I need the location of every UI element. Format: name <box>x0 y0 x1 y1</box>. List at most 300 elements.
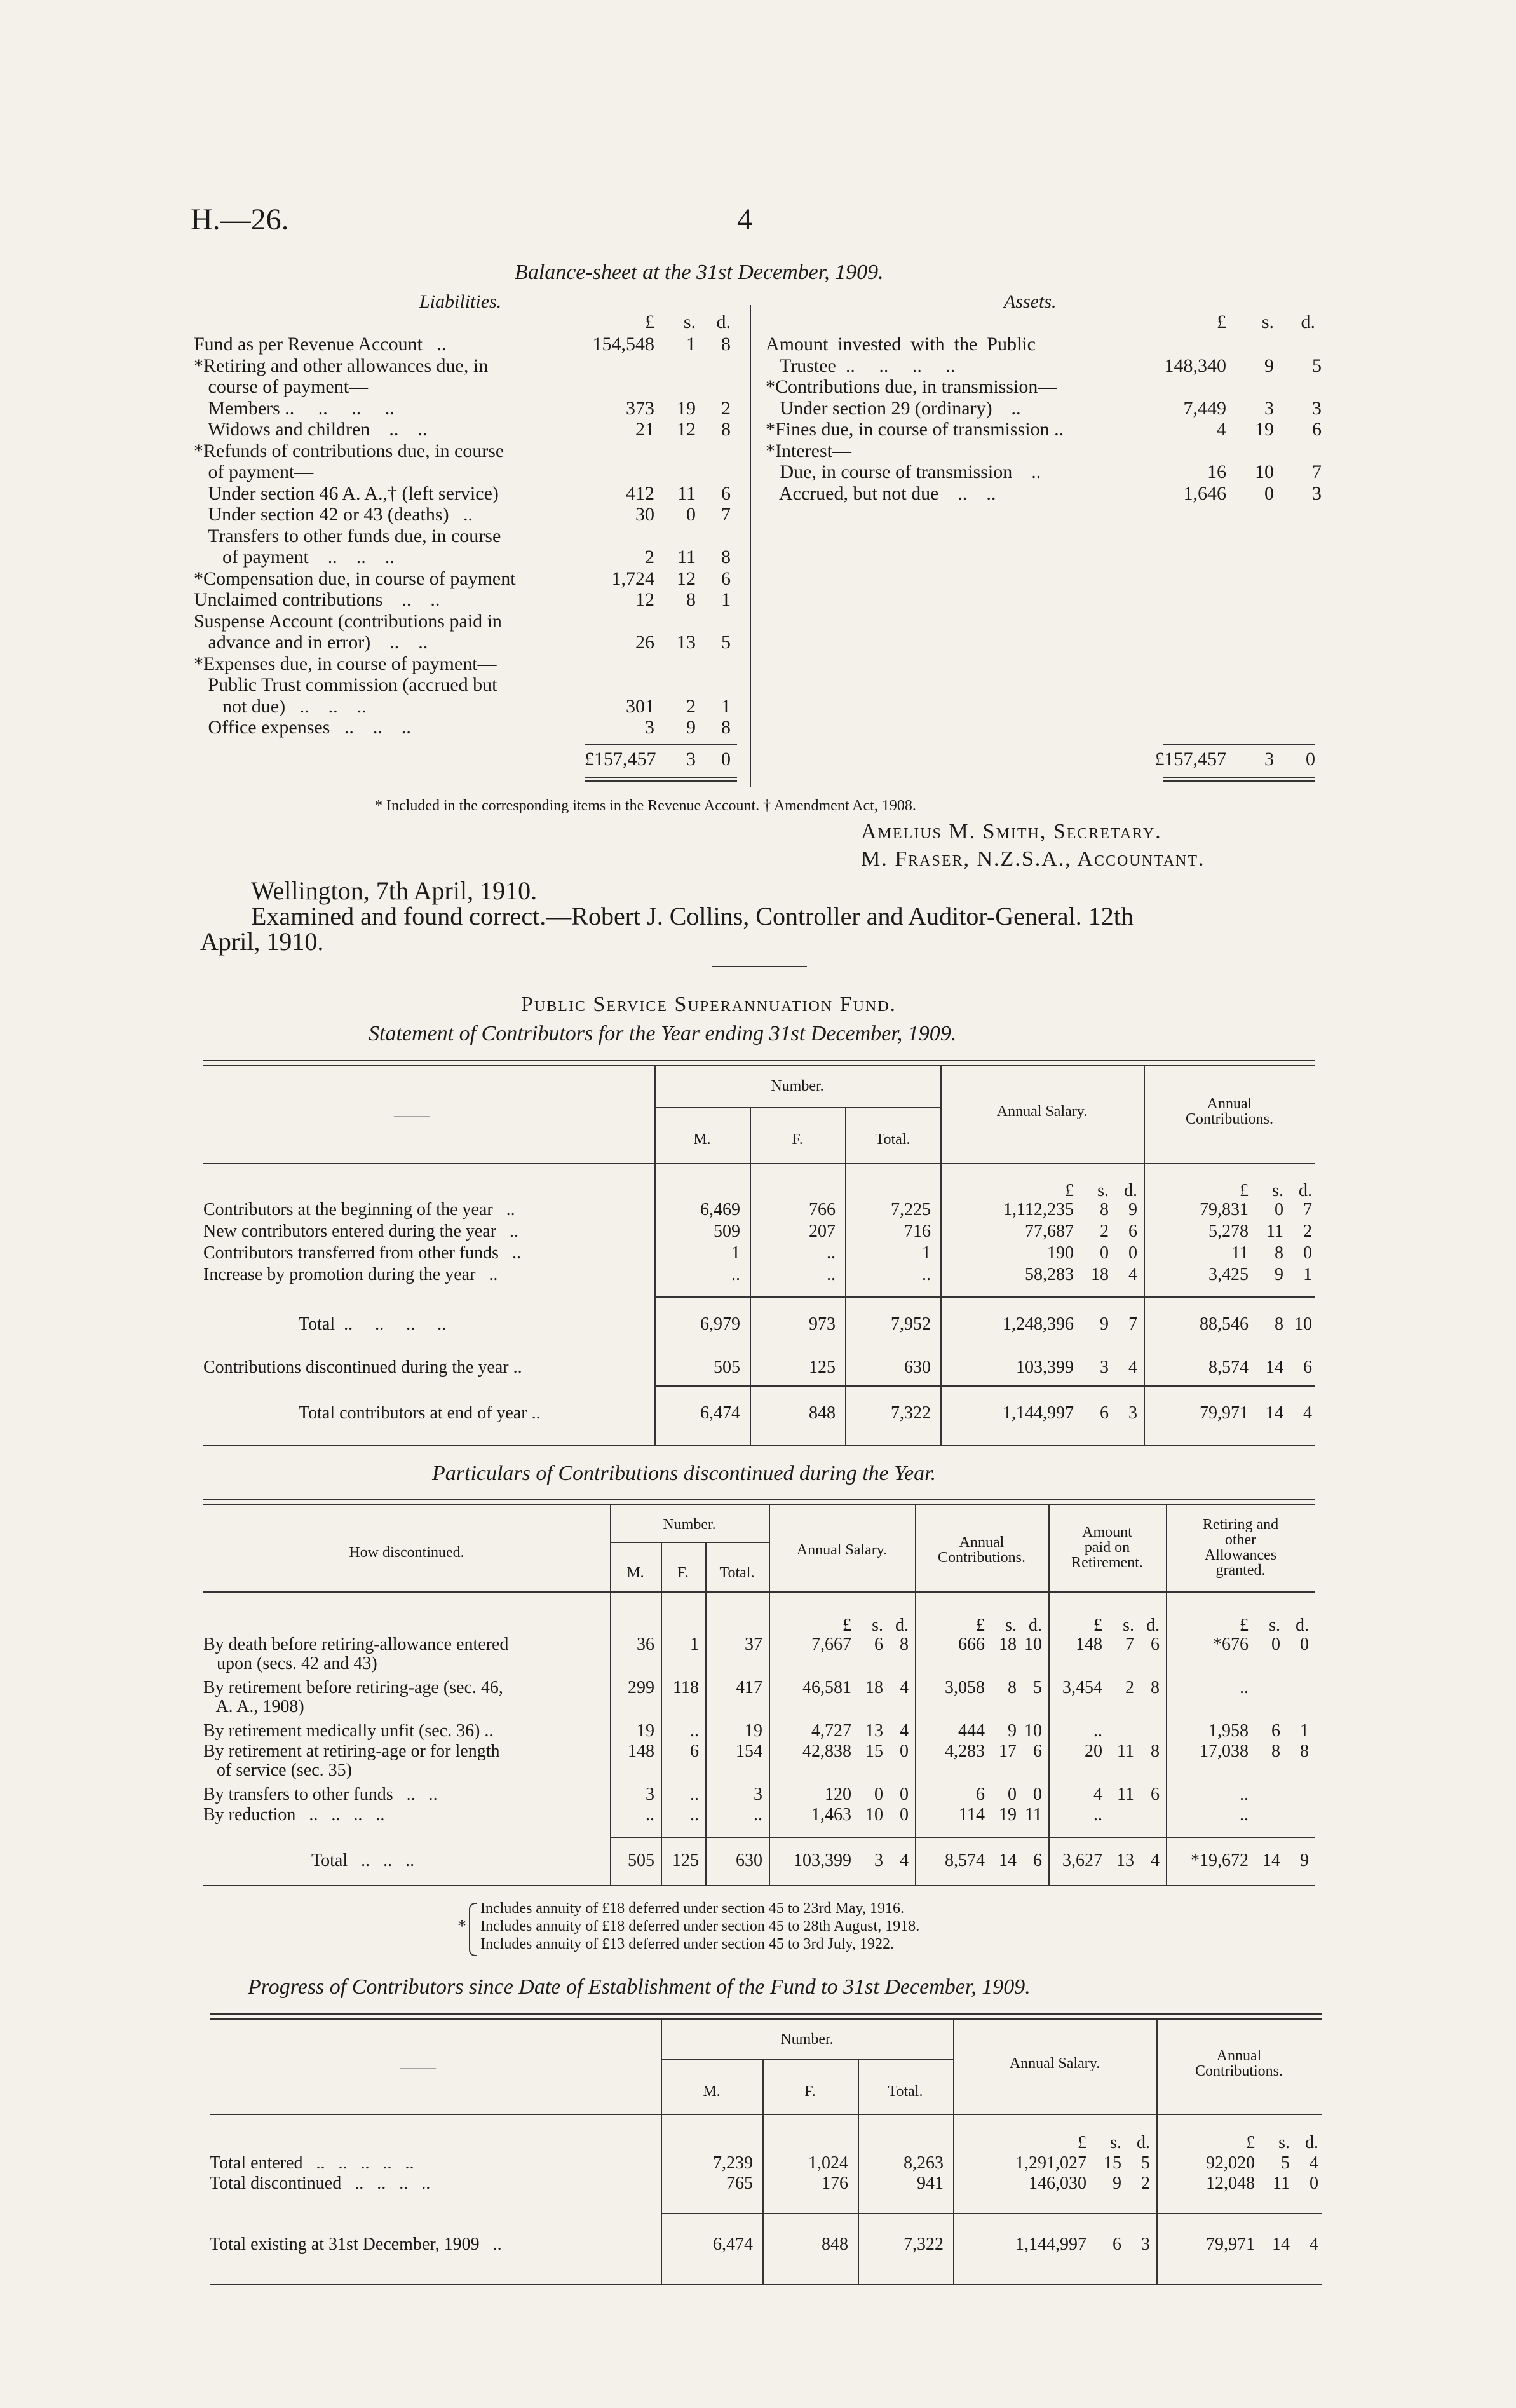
assets-row <box>766 355 1325 377</box>
stmt-row <box>203 1265 1315 1286</box>
liabilities-row <box>194 611 740 632</box>
assets-label: *Interest— <box>766 440 851 461</box>
prog-cell: 3 <box>1141 2235 1150 2254</box>
stmt-cell: 79,971 <box>1200 1403 1249 1423</box>
assets-row <box>766 461 1325 483</box>
part-cell: 3,627 <box>1062 1851 1102 1870</box>
part-cell: .. <box>754 1805 762 1825</box>
note-1: Includes annuity of £18 deferred under section 45 to 23rd May, 1916. <box>480 1900 904 1917</box>
stmt-cell: 77,687 <box>1025 1221 1074 1241</box>
balance-sheet-title: Balance-sheet at the 31st December, 1909. <box>515 261 884 284</box>
part-paid-header-2: paid on <box>1084 1539 1130 1556</box>
stmt-cell: .. <box>922 1265 931 1284</box>
prog-row-label: Total entered .. .. .. .. .. <box>210 2153 414 2173</box>
part-ret-header-1: Retiring and <box>1202 1516 1279 1533</box>
part-row-label: By retirement before retiring-age (sec. 46, <box>203 1678 503 1697</box>
part-cell: 0 <box>900 1805 909 1825</box>
prog-cell: 11 <box>1273 2173 1290 2193</box>
prog-contrib-header-1: Annual <box>1216 2048 1262 2064</box>
liabilities-label: not due) .. .. .. <box>194 695 367 717</box>
part-cell: 14 <box>999 1851 1017 1870</box>
liabilities-value: 19 <box>677 397 696 419</box>
assets-value: 3 <box>1312 482 1322 504</box>
part-cell: 299 <box>628 1678 654 1697</box>
liabilities-value: 13 <box>677 632 696 653</box>
prog-row <box>210 2153 1322 2175</box>
liabilities-value: 301 <box>626 695 654 717</box>
liabilities-label: Under section 46 A. A.,† (left service) <box>194 482 499 504</box>
prog-cell: 7,322 <box>904 2235 944 2254</box>
liabilities-value: 8 <box>686 589 696 610</box>
stmt-m-header: M. <box>693 1131 711 1148</box>
stmt-cell: 4 <box>1128 1265 1137 1284</box>
stmt-cell: 0 <box>1100 1243 1109 1263</box>
part-row <box>203 1635 1315 1673</box>
stmt-cell: 8,574 <box>1208 1357 1249 1377</box>
assets-label: Amount invested with the Public <box>766 334 1036 355</box>
stmt-cell: 14 <box>1266 1357 1283 1377</box>
part-paid-header-3: Retirement. <box>1071 1554 1143 1571</box>
assets-value: 4 <box>1217 419 1226 440</box>
stmt-cell: .. <box>827 1243 836 1263</box>
prog-cell: 0 <box>1310 2173 1318 2193</box>
prog-cell: 9 <box>1113 2173 1121 2193</box>
stmt-cell: 848 <box>809 1403 836 1423</box>
balance-footnote: * Included in the corresponding items in the Revenue Account. † Amendment Act, 1908. <box>375 798 916 814</box>
stmt-cell: 125 <box>809 1357 836 1377</box>
part-cell: 19 <box>999 1805 1017 1825</box>
assets-value: 10 <box>1255 461 1274 482</box>
stmt-cell: 1 <box>731 1243 740 1263</box>
statement-subtitle: Statement of Contributors for the Year ending 31st December, 1909. <box>369 1022 957 1045</box>
stmt-row <box>203 1243 1315 1265</box>
prog-row-label: Total discontinued .. .. .. .. <box>210 2173 431 2193</box>
stmt-cell: 505 <box>714 1357 740 1377</box>
part-cell: 125 <box>672 1851 699 1870</box>
liabilities-row <box>194 526 740 547</box>
stmt-cell: 6,474 <box>700 1403 740 1423</box>
stmt-row-label: Contributions discontinued during the year .. <box>203 1357 522 1377</box>
assets-row <box>766 398 1325 419</box>
part-cell: 4 <box>900 1678 909 1697</box>
stmt-cell: 5,278 <box>1208 1221 1249 1241</box>
stmt-cell: 7,225 <box>891 1200 931 1220</box>
part-cell: 17,038 <box>1200 1741 1249 1761</box>
part-cell: 14 <box>1262 1851 1280 1870</box>
stmt-cell: 0 <box>1275 1200 1283 1220</box>
part-cell: 4 <box>900 1721 909 1741</box>
stmt-cell: 1,144,997 <box>1003 1403 1074 1423</box>
notes-star: * <box>457 1917 466 1936</box>
liabilities-value: 2 <box>645 547 654 568</box>
liabilities-total: £157,457 3 0 <box>585 749 731 770</box>
assets-total: £157,457 3 0 <box>1154 749 1315 770</box>
part-cell: 148 <box>1076 1635 1102 1654</box>
stmt-cell: 630 <box>904 1357 931 1377</box>
prog-cell: 6 <box>1113 2235 1121 2254</box>
part-cell: 4,283 <box>945 1741 985 1761</box>
part-cell: 37 <box>745 1635 762 1654</box>
assets-label: Trustee .. .. .. .. <box>766 355 956 376</box>
part-cell: 118 <box>673 1678 699 1697</box>
assets-value: 9 <box>1264 355 1274 376</box>
stmt-cell: 3,425 <box>1208 1265 1249 1284</box>
part-row <box>203 1805 1315 1826</box>
part-cell: .. <box>646 1805 654 1825</box>
prog-total-header: Total. <box>888 2083 923 2100</box>
liabilities-value: 21 <box>635 419 654 440</box>
prog-cell: 2 <box>1141 2173 1150 2193</box>
part-contrib-header-1: Annual <box>959 1534 1005 1551</box>
part-cell: 19 <box>637 1721 654 1741</box>
liabilities-row <box>194 334 740 355</box>
stmt-total-header: Total. <box>875 1131 910 1148</box>
part-cell: 148 <box>628 1741 654 1761</box>
part-row <box>203 1851 1315 1872</box>
stmt-cell: 6 <box>1303 1357 1312 1377</box>
part-cell: .. <box>690 1721 699 1741</box>
stmt-cell: 2 <box>1100 1221 1109 1241</box>
prog-row <box>210 2173 1322 2195</box>
part-cell: 0 <box>900 1785 909 1804</box>
stmt-cell: 207 <box>809 1221 836 1241</box>
assets-row <box>766 376 1325 398</box>
stmt-row <box>203 1221 1315 1243</box>
liabilities-label: Office expenses .. .. .. <box>194 717 411 738</box>
liabilities-row <box>194 355 740 377</box>
liabilities-value: 373 <box>626 397 654 419</box>
particulars-title: Particulars of Contributions discontinued during the Year. <box>432 1462 937 1485</box>
prog-cell: 1,144,997 <box>1015 2235 1086 2254</box>
liabilities-row <box>194 568 740 590</box>
stmt-cell: 973 <box>809 1314 836 1334</box>
part-cell: 4 <box>1151 1851 1160 1870</box>
stmt-cell: 1 <box>1303 1265 1312 1284</box>
stmt-cell: 18 <box>1091 1265 1109 1284</box>
liabilities-value: 8 <box>721 717 731 738</box>
part-cell: 8 <box>1008 1678 1017 1697</box>
stmt-cell: 1,248,396 <box>1003 1314 1074 1334</box>
part-cell: 11 <box>1117 1741 1134 1761</box>
prog-cell: 14 <box>1272 2235 1290 2254</box>
liabilities-value: 8 <box>721 334 731 355</box>
liabilities-row <box>194 653 740 675</box>
assets-value: 3 <box>1264 397 1274 419</box>
part-cell: 417 <box>736 1678 762 1697</box>
particulars-table: How discontinued. Number. M. F. Total. Annual Salary. Annual Contributions. Amount paid on Retirement. Retiring and other Allowances granted. £ s. d. £ s. d. £ s. d. £ s. d. By death before retiring-allowance entered upon (secs. 42 and 43) 36 1 37 7,667 6 8 666 18 10 148 7 6 *676 0 0 By retirement before retiring-age (sec. 46, A. A., 1908) 299 118 417 46,581 18 4 3,058 8 5 3,454 2 8 .. By retirement medically unfit (sec. 36) .. 19 .. 19 4,727 13 4 444 9 10 .. 1,958 6 1 By retirement at retiring-age or for length of service (sec. 35) 148 6 154 42,838 15 0 4,283 17 6 20 11 8 17,038 8 8 By transfers to other funds .. .. 3 .. 3 120 0 0 6 0 0 4 11 6 .. By reduction .. .. .. .. .. .. .. 1,463 10 0 114 19 11 .. .. Total .. .. .. 505 125 630 103,399 3 4 8,574 14 6 3,627 13 4 *19,672 14 9 <box>203 1493 1315 1888</box>
liabilities-row <box>194 674 740 696</box>
part-cell: 9 <box>1300 1851 1309 1870</box>
part-cell: 3 <box>646 1785 654 1804</box>
part-how-header: How discontinued. <box>349 1544 464 1561</box>
stmt-row <box>203 1357 1315 1379</box>
assets-value: 6 <box>1312 419 1322 440</box>
part-cell: 6 <box>1033 1741 1042 1761</box>
stmt-cell: 88,546 <box>1200 1314 1249 1334</box>
stmt-cell: 11 <box>1231 1243 1249 1263</box>
liabilities-value: 3 <box>645 717 654 738</box>
liabilities-row <box>194 376 740 398</box>
liabilities-value: 12 <box>677 419 696 440</box>
assets-value: 7 <box>1312 461 1322 482</box>
part-cell: 0 <box>900 1741 909 1761</box>
stmt-cell: 190 <box>1047 1243 1074 1263</box>
liabilities-label: Fund as per Revenue Account .. <box>194 334 447 355</box>
part-cell: 8 <box>900 1635 909 1654</box>
stmt-cell: 10 <box>1294 1314 1312 1334</box>
stmt-cell: 7 <box>1303 1200 1312 1220</box>
part-cell: 444 <box>958 1721 985 1741</box>
signature-accountant: M. Fraser, N.Z.S.A., Accountant. <box>861 847 1205 871</box>
prog-row <box>210 2235 1322 2256</box>
part-cell: 6 <box>1151 1635 1160 1654</box>
liabilities-value: 8 <box>721 419 731 440</box>
stmt-cell: 509 <box>714 1221 740 1241</box>
stmt-row-label: Contributors at the beginning of the year .. <box>203 1200 515 1220</box>
prog-cell: 92,020 <box>1206 2153 1255 2173</box>
part-cell: 13 <box>865 1721 883 1741</box>
prog-cell: 1,024 <box>808 2153 848 2173</box>
prog-cell: 176 <box>822 2173 848 2193</box>
liabilities-value: 11 <box>677 547 696 568</box>
prog-cell: 15 <box>1104 2153 1121 2173</box>
part-cell: 10 <box>1024 1721 1042 1741</box>
liabilities-value: 30 <box>635 504 654 525</box>
part-cell: 3 <box>874 1851 883 1870</box>
part-cell: 0 <box>1300 1635 1309 1654</box>
liabilities-row <box>194 632 740 653</box>
part-row <box>203 1741 1315 1780</box>
part-cell: .. <box>1093 1721 1102 1741</box>
assets-value: 3 <box>1312 397 1322 419</box>
liabilities-value: 6 <box>721 568 731 589</box>
part-cell: 19 <box>745 1721 762 1741</box>
examined-date: April, 1910. <box>200 927 324 956</box>
part-row-label: Total .. .. .. <box>311 1851 415 1870</box>
stmt-cell: 14 <box>1266 1403 1283 1423</box>
part-row <box>203 1785 1315 1806</box>
prog-cell: 848 <box>822 2235 848 2254</box>
stmt-number-header: Number. <box>771 1078 824 1094</box>
part-cell: .. <box>1240 1805 1249 1825</box>
stmt-cell: 9 <box>1100 1314 1109 1334</box>
part-cell: 3,454 <box>1062 1678 1102 1697</box>
part-cell: 0 <box>874 1785 883 1804</box>
stmt-cell: 8 <box>1100 1200 1109 1220</box>
stmt-cell: 7,952 <box>891 1314 931 1334</box>
part-row-label: By death before retiring-allowance entered <box>203 1635 509 1654</box>
liabilities-value: 12 <box>677 568 696 589</box>
assets-row <box>766 440 1325 462</box>
liabilities-row <box>194 504 740 526</box>
prog-cell: 5 <box>1281 2153 1290 2173</box>
stmt-cell: .. <box>731 1265 740 1284</box>
liabilities-heading: Liabilities. <box>419 291 502 312</box>
liabilities-row <box>194 419 740 440</box>
prog-contrib-header-2: Contributions. <box>1195 2063 1283 2079</box>
part-cell: .. <box>1240 1785 1249 1804</box>
liabilities-value: 9 <box>686 717 696 738</box>
liabilities-value: 6 <box>721 482 731 504</box>
part-row-label: By transfers to other funds .. .. <box>203 1785 438 1804</box>
part-cell: 630 <box>736 1851 762 1870</box>
stmt-cell: 79,831 <box>1200 1200 1249 1220</box>
prog-cell: 765 <box>726 2173 753 2193</box>
stmt-row <box>203 1200 1315 1221</box>
part-cell: 1 <box>690 1635 699 1654</box>
stmt-f-header: F. <box>792 1131 803 1148</box>
liabilities-value: 5 <box>721 632 731 653</box>
part-contrib-header-2: Contributions. <box>937 1549 1025 1566</box>
liabilities-row <box>194 547 740 568</box>
liabilities-label: *Expenses due, in course of payment— <box>194 653 497 674</box>
part-row <box>203 1721 1315 1743</box>
part-cell: 114 <box>959 1805 985 1825</box>
part-number-header: Number. <box>663 1516 716 1533</box>
liabilities-label: Transfers to other funds due, in course <box>194 525 501 547</box>
stmt-row-label: Total contributors at end of year .. <box>299 1403 541 1423</box>
assets-label: Due, in course of transmission .. <box>766 461 1041 482</box>
liabilities-value: 412 <box>626 482 654 504</box>
stmt-cell: 6 <box>1100 1403 1109 1423</box>
prog-cell: 941 <box>917 2173 944 2193</box>
stmt-dash: —— <box>394 1106 430 1126</box>
part-cell: 11 <box>1117 1785 1134 1804</box>
part-cell: 666 <box>958 1635 985 1654</box>
part-cell: 6 <box>1033 1851 1042 1870</box>
stmt-cell: 6,469 <box>700 1200 740 1220</box>
part-cell: 9 <box>1008 1721 1017 1741</box>
prog-f-header: F. <box>804 2083 816 2100</box>
liabilities-label: *Compensation due, in course of payment <box>194 568 516 589</box>
part-cell: 46,581 <box>802 1678 851 1697</box>
part-cell: 8 <box>1151 1678 1160 1697</box>
part-cell: 15 <box>865 1741 883 1761</box>
liabilities-label: Public Trust commission (accrued but <box>194 674 497 695</box>
assets-label: Under section 29 (ordinary) .. <box>766 397 1021 419</box>
assets-label: *Fines due, in course of transmission .. <box>766 419 1064 440</box>
part-cell: .. <box>690 1785 699 1804</box>
liabilities-label: of payment— <box>194 461 314 482</box>
part-row-label: of service (sec. 35) <box>203 1760 353 1780</box>
part-paid-header-1: Amount <box>1082 1524 1132 1541</box>
part-cell: 4,727 <box>811 1721 851 1741</box>
part-cell: 18 <box>865 1678 883 1697</box>
stmt-row-label: Increase by promotion during the year .. <box>203 1265 498 1284</box>
part-cell: 1,463 <box>811 1805 851 1825</box>
part-row-label: By retirement at retiring-age or for length <box>203 1741 500 1761</box>
liabilities-row <box>194 398 740 419</box>
stmt-cell: 3 <box>1100 1357 1109 1377</box>
stmt-cell: 6 <box>1128 1221 1137 1241</box>
assets-label: Accrued, but not due .. .. <box>766 482 996 504</box>
stmt-row-label: Total .. .. .. .. <box>299 1314 447 1334</box>
part-ret-header-4: granted. <box>1215 1562 1266 1579</box>
part-cell: 0 <box>1033 1785 1042 1804</box>
stmt-salary-header: Annual Salary. <box>996 1103 1088 1120</box>
part-cell: 0 <box>1008 1785 1017 1804</box>
part-cell: 4 <box>1093 1785 1102 1804</box>
assets-value: 7,449 <box>1183 397 1226 419</box>
liabilities-row <box>194 589 740 611</box>
prog-cell: 4 <box>1310 2235 1318 2254</box>
fund-title: Public Service Superannuation Fund. <box>521 993 897 1016</box>
stmt-row-label: Contributors transferred from other funds .. <box>203 1243 521 1263</box>
stmt-cell: 1 <box>922 1243 931 1263</box>
stmt-cell: 1,112,235 <box>1003 1200 1074 1220</box>
part-cell: 10 <box>1024 1635 1042 1654</box>
part-cell: 6 <box>1271 1721 1280 1741</box>
assets-row <box>766 419 1325 440</box>
part-cell: 3,058 <box>945 1678 985 1697</box>
assets-row <box>766 483 1325 505</box>
part-f-header: F. <box>677 1565 689 1581</box>
assets-value: 148,340 <box>1164 355 1226 376</box>
part-cell: 6 <box>976 1785 985 1804</box>
stmt-cell: 8 <box>1275 1243 1283 1263</box>
part-cell: 17 <box>999 1741 1017 1761</box>
stmt-cell: 0 <box>1303 1243 1312 1263</box>
prog-salary-header: Annual Salary. <box>1009 2055 1100 2072</box>
part-cell: 18 <box>999 1635 1017 1654</box>
part-cell: 6 <box>1151 1785 1160 1804</box>
liabilities-value: 0 <box>686 504 696 525</box>
liabilities-value: 154,548 <box>592 334 654 355</box>
part-cell: 1 <box>1300 1721 1309 1741</box>
part-cell: 505 <box>628 1851 654 1870</box>
part-cell: 2 <box>1125 1678 1134 1697</box>
prog-cell: 146,030 <box>1029 2173 1086 2193</box>
part-cell: 4 <box>900 1851 909 1870</box>
stmt-cell: 9 <box>1275 1265 1283 1284</box>
liabilities-value: 2 <box>686 695 696 717</box>
stmt-cell: 6,979 <box>700 1314 740 1334</box>
part-cell: 6 <box>874 1635 883 1654</box>
assets-value: 19 <box>1255 419 1274 440</box>
stmt-cell: 4 <box>1128 1357 1137 1377</box>
liabilities-label: Unclaimed contributions .. .. <box>194 589 440 610</box>
prog-m-header: M. <box>703 2083 721 2100</box>
part-row-label: A. A., 1908) <box>203 1697 304 1717</box>
part-cell: 10 <box>865 1805 883 1825</box>
part-cell: *19,672 <box>1191 1851 1249 1870</box>
part-cell: 11 <box>1025 1805 1042 1825</box>
part-cell: 42,838 <box>802 1741 851 1761</box>
liabilities-row <box>194 696 740 718</box>
prog-cell: 6,474 <box>713 2235 753 2254</box>
prog-number-header: Number. <box>780 2031 834 2048</box>
part-cell: 7 <box>1125 1635 1134 1654</box>
note-3: Includes annuity of £13 deferred under section 45 to 3rd July, 1922. <box>480 1936 894 1952</box>
part-cell: .. <box>690 1805 699 1825</box>
stmt-row-label: New contributors entered during the year .. <box>203 1221 519 1241</box>
prog-row-label: Total existing at 31st December, 1909 .. <box>210 2235 502 2254</box>
stmt-row <box>203 1403 1315 1425</box>
stmt-cell: .. <box>827 1265 836 1284</box>
stmt-row <box>203 1314 1315 1336</box>
liabilities-label: *Retiring and other allowances due, in <box>194 355 489 376</box>
stmt-cell: 3 <box>1128 1403 1137 1423</box>
prog-dash: —— <box>400 2058 436 2078</box>
liabilities-row <box>194 440 740 462</box>
stmt-cell: 0 <box>1128 1243 1137 1263</box>
liabilities-value: 1 <box>686 334 696 355</box>
liabilities-label: of payment .. .. .. <box>194 547 395 568</box>
part-salary-header: Annual Salary. <box>796 1542 888 1558</box>
liabilities-row <box>194 483 740 505</box>
stmt-contrib-header-2: Contributions. <box>1185 1111 1273 1127</box>
part-row-label: By reduction .. .. .. .. <box>203 1805 385 1825</box>
